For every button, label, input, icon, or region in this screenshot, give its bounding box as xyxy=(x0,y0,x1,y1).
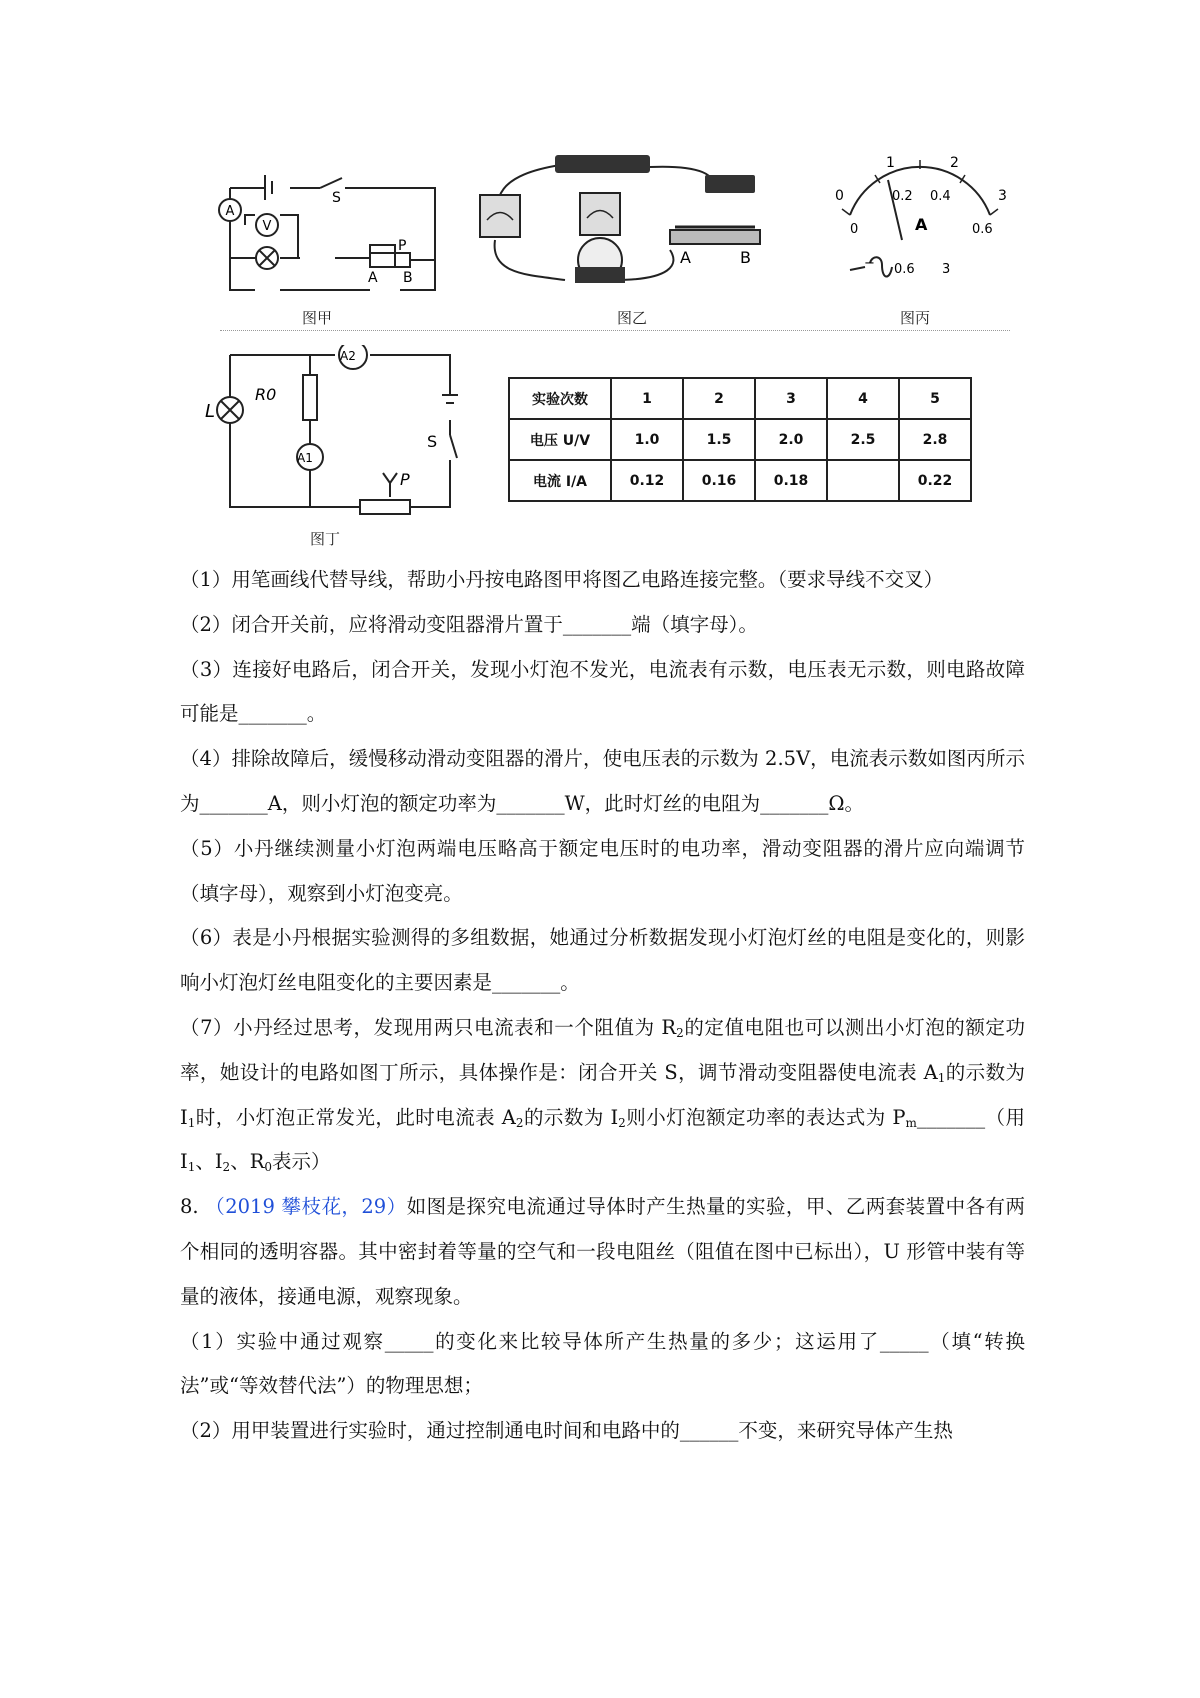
dial-lower-3: 0.6 xyxy=(972,222,993,237)
slider-p-label: P xyxy=(400,470,410,489)
table-cell: 2.0 xyxy=(755,419,827,460)
table-cell: 2.8 xyxy=(899,419,971,460)
switch-s-label: S xyxy=(427,432,438,451)
ammeter-a2-label: A2 xyxy=(340,349,356,363)
question-8-number: 8. xyxy=(180,1195,206,1219)
table-header-cell: 电流 I/A xyxy=(509,460,611,501)
question-8-stem: 如图是探究电流通过导体时产生热量的实验，甲、乙两套装置中各有两个相同的透明容器。其中密封着等量的空气和一段电阻丝（阻值在图中已标出），U 形管中装有等量的液体，接通电源，观察现象。 xyxy=(180,1195,1025,1308)
ammeter-label: A xyxy=(225,204,235,219)
question-6: （6）表是小丹根据实验测得的多组数据，她通过分析数据发现小灯泡灯丝的电阻是变化的，则影响小灯泡灯丝电阻变化的主要因素是_______。 xyxy=(180,926,1025,995)
terminal-negative: − xyxy=(864,256,875,271)
terminal-0-6: 0.6 xyxy=(894,262,915,277)
figure-yi-apparatus xyxy=(470,155,800,305)
table-cell: 2 xyxy=(683,378,755,419)
table-cell: 5 xyxy=(899,378,971,419)
caption-yi: 图乙 xyxy=(617,309,648,327)
question-text xyxy=(180,558,1025,1454)
question-8-part-2: （2）用甲装置进行实验时，通过控制通电时间和电路中的______不变，来研究导体产生热 xyxy=(180,1419,953,1443)
resistor-r0-label: R0 xyxy=(255,385,277,404)
figure-bing-ammeter-dial xyxy=(820,155,1020,295)
figure-ding-circuit xyxy=(195,345,480,515)
question-7: （7）小丹经过思考，发现用两只电流表和一个阻值为 $R_2$的定值电阻也可以测出小灯泡的额定功率，她设计的电路如图丁所示，具体操作是：闭合开关 S，调节滑动变阻器使电流表 $A_1$的示数为 $I_1$时，小灯泡正常发光，此时电流表 $A_2$的示数为 $I_2$则小灯泡额定功率的表达式为 $P_m\_\_\_\_\_\_\_$（用 $I_1$、$I_2$、$R_0$表示） xyxy=(180,1015,1026,1175)
table-cell xyxy=(827,460,899,501)
question-8-source: （2019 攀枝花，29） xyxy=(205,1195,407,1219)
table-row xyxy=(509,460,971,501)
slider-label: P xyxy=(398,238,407,254)
lamp-l-label: L xyxy=(205,401,216,422)
table-cell: 2.5 xyxy=(827,419,899,460)
switch-label: S xyxy=(332,190,341,206)
end-a-label: A xyxy=(368,270,378,286)
dial-lower-1: 0.2 xyxy=(892,189,913,204)
figure-separator xyxy=(220,330,1010,331)
table-cell: 0.18 xyxy=(755,460,827,501)
ammeter-a1-label: A1 xyxy=(297,451,313,465)
dial-upper-2: 2 xyxy=(950,155,959,171)
table-cell: 3 xyxy=(755,378,827,419)
dial-upper-0: 0 xyxy=(835,188,844,204)
dial-lower-2: 0.4 xyxy=(930,189,951,204)
table-cell: 1.0 xyxy=(611,419,683,460)
caption-bing: 图丙 xyxy=(900,309,931,327)
question-1: （1）用笔画线代替导线，帮助小丹按电路图甲将图乙电路连接完整。（要求导线不交叉） xyxy=(180,568,944,591)
question-2: （2）闭合开关前，应将滑动变阻器滑片置于_______端（填字母）。 xyxy=(180,612,758,636)
table-row xyxy=(509,378,971,419)
table-cell: 1.5 xyxy=(683,419,755,460)
table-cell: 0.12 xyxy=(611,460,683,501)
question-3: （3）连接好电路后，闭合开关，发现小灯泡不发光，电流表有示数，电压表无示数，则电路故障可能是_______。 xyxy=(180,657,1025,726)
caption-jia: 图甲 xyxy=(302,309,333,327)
question-8-part-1: （1）实验中通过观察_____的变化来比较导体所产生热量的多少；这运用了_____（填“转换法”或“等效替代法”）的物理思想； xyxy=(180,1329,1025,1398)
table-header-cell: 实验次数 xyxy=(509,378,611,419)
table-row xyxy=(509,419,971,460)
table-cell: 0.16 xyxy=(683,460,755,501)
caption-ding: 图丁 xyxy=(310,530,341,548)
question-5: （5）小丹继续测量小灯泡两端电压略高于额定电压时的电功率，滑动变阻器的滑片应向端调节（填字母），观察到小灯泡变亮。 xyxy=(180,836,1025,905)
end-b-label: B xyxy=(403,270,413,286)
experiment-data-table xyxy=(508,377,972,502)
rheostat-end-b-label: B xyxy=(740,248,751,267)
table-cell: 1 xyxy=(611,378,683,419)
terminal-3: 3 xyxy=(942,262,951,277)
figure-jia-circuit xyxy=(210,170,450,320)
table-cell: 0.22 xyxy=(899,460,971,501)
question-8 xyxy=(180,1185,1025,1319)
table-cell: 4 xyxy=(827,378,899,419)
voltmeter-label: V xyxy=(262,219,272,234)
table-header-cell: 电压 U/V xyxy=(509,419,611,460)
dial-lower-0: 0 xyxy=(850,222,859,237)
rheostat-end-a-label: A xyxy=(680,248,691,267)
dial-upper-3: 3 xyxy=(998,188,1007,204)
dial-upper-1: 1 xyxy=(886,155,895,171)
dial-unit: A xyxy=(915,215,928,234)
question-4: （4）排除故障后，缓慢移动滑动变阻器的滑片，使电压表的示数为 2.5V，电流表示数如图丙所示为_______A，则小灯泡的额定功率为_______W，此时灯丝的电阻为_______Ω。 xyxy=(180,747,1025,815)
